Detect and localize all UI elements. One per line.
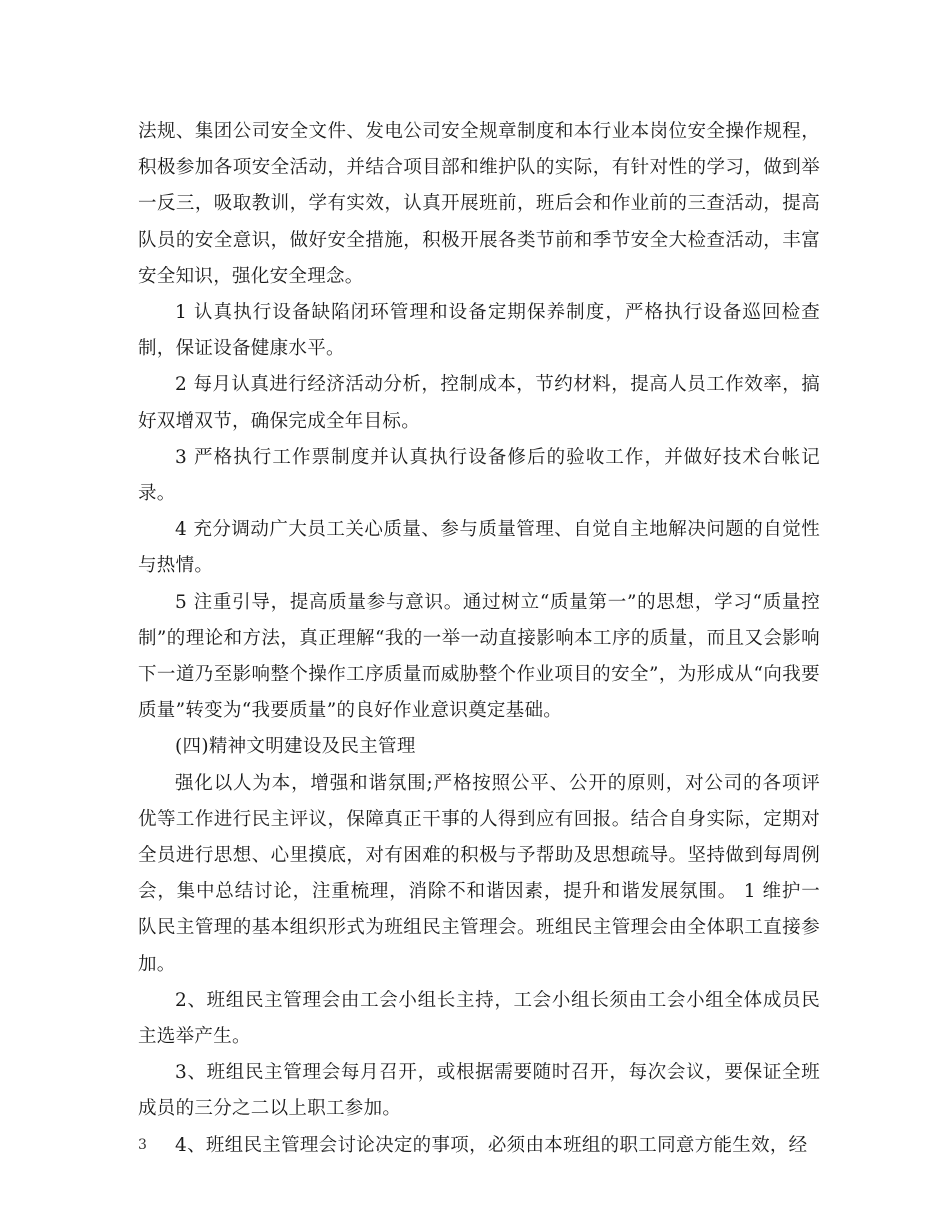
paragraph-9: 3、班组民主管理会每月召开，或根据需要随时召开，每次会议，要保证全班成员的三分之二以上职工参加。 [138, 1062, 820, 1120]
page-number: 3 [138, 1137, 147, 1153]
paragraph-2: 1 认真执行设备缺陷闭环管理和设备定期保养制度，严格执行设备巡回检查制，保证设备健康水平。 [138, 302, 820, 360]
paragraph-1: 法规、集团公司安全文件、发电公司安全规章制度和本行业本岗位安全操作规程，积极参加各项安全活动，并结合项目部和维护队的实际，有针对性的学习，做到举一反三，吸取教训，学有实效，认真开展班前，班后会和作业前的三查活动，提高队员的安全意识，做好安全措施，积极开展各类节前和季节安全大检查活动，丰富安全知识，强化安全理念。 [138, 121, 820, 287]
paragraph-7: 强化以人为本，增强和谐氛围;严格按照公平、公开的原则，对公司的各项评优等工作进行民主评议，保障真正干事的人得到应有回报。结合自身实际，定期对全员进行思想、心里摸底，对有困难的积极与予帮助及思想疏导。坚持做到每周例会，集中总结讨论，注重梳理，消除不和谐因素，提升和谐发展氛围。 1 维护一队民主管理的基本组织形式为班组民主管理会。班组民主管理会由全体职工直接参加。 [138, 772, 820, 975]
paragraph-3: 2 每月认真进行经济活动分析，控制成本，节约材料，提高人员工作效率，搞好双增双节，确保完成全年目标。 [138, 374, 820, 432]
paragraph-6: 5 注重引导，提高质量参与意识。通过树立“质量第一”的思想，学习“质量控制”的理论和方法，真正理解“我的一举一动直接影响本工序的质量，而且又会影响下一道乃至影响整个操作工序质量而威胁整个作业项目的安全”，为形成从“向我要质量”转变为“我要质量”的良好作业意识奠定基础。 [138, 591, 820, 722]
paragraph-8: 2、班组民主管理会由工会小组长主持，工会小组长须由工会小组全体成员民主选举产生。 [138, 989, 820, 1048]
section-heading: (四)精神文明建设及民主管理 [175, 736, 416, 758]
document-body [138, 114, 820, 1164]
paragraph-10: 4、班组民主管理会讨论决定的事项，必须由本班组的职工同意方能生效，经 [175, 1134, 808, 1156]
paragraph-4: 3 严格执行工作票制度并认真执行设备修后的验收工作，并做好技术台帐记录。 [138, 446, 820, 505]
paragraph-5: 4 充分调动广大员工关心质量、参与质量管理、自觉自主地解决问题的自觉性与热情。 [138, 519, 820, 577]
